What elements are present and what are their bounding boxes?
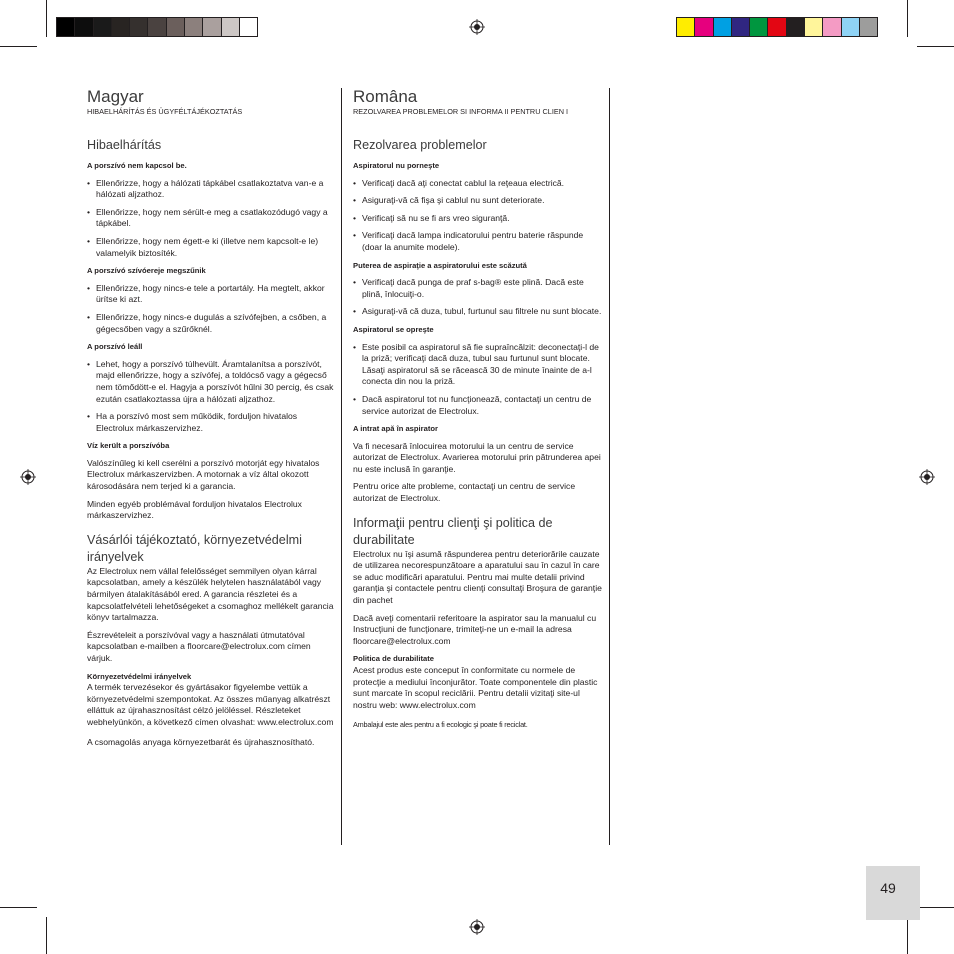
color-swatch <box>166 17 185 37</box>
bullet-icon: • <box>87 358 91 369</box>
paragraph: Az Electrolux nem vállal felelősséget semmilyen olyan kárral kapcsolatban, amely a készülék helytelen használatából vagy bármilyen átalakításából ered. A garancia részletei és a kapcsolatfelvételi lehetőségeket a csomaghoz mellékelt garancia könyv tartalmazza. <box>87 565 334 623</box>
bullet-icon: • <box>87 282 91 293</box>
color-swatch <box>822 17 841 37</box>
paragraph: A termék tervezésekor és gyártásakor figyelembe vettük a környezetvédelmi szempontokat. Az összes műanyag alkatrészt elláttuk az újrahasznosítást célzó jelöléssel. Részleteket webhelyünkön, a következő címen olvashat: www.electrolux.com <box>87 682 334 727</box>
list-item-text: Ha a porszívó most sem működik, forduljon hivatalos Electrolux márkaszervizhez. <box>96 411 298 433</box>
list-item-text: Asiguraţi-vă că duza, tubul, furtunul sau filtrele nu sunt blocate. <box>362 306 602 317</box>
section-heading: Hibaelhárítás <box>87 138 162 152</box>
list-item-text: Ellenőrizze, hogy a hálózati tápkábel csatlakoztatva van-e a hálózati aljzathoz. <box>96 177 324 200</box>
paragraph: Electrolux nu îşi asumă răspunderea pentru deteriorările cauzate de utilizarea necorespunzătoare a aparatului sau în cazul în care se aduc modificări aparatului. Pentru mai multe detalii privind garanţia şi contactele pentru clienţi consultaţi Broşura de garanţie din pachet <box>353 548 602 606</box>
paragraph: A csomagolás anyaga környezetbarát és újrahasznosítható. <box>87 736 315 747</box>
color-swatch <box>239 17 258 37</box>
bullet-icon: • <box>353 306 357 317</box>
language-title: Româna <box>353 87 418 106</box>
language-title: Magyar <box>87 87 144 106</box>
list-item-text: Verificaţi să nu se fi ars vreo siguranţă. <box>362 212 510 223</box>
list-item <box>353 195 603 207</box>
list-item-text: Este posibil ca aspiratorul să fie supraîncălzit: deconectaţi-l de la priză; verificaţi dacă duza, tubul sau furtunul sunt blocate. Lăsaţi aspiratorul să se răcească 30 de minute înainte de a-l conecta din nou la priză. <box>362 341 599 387</box>
color-swatch <box>202 17 221 37</box>
problem-title: Víz került a porszívóba <box>87 441 170 451</box>
color-swatch <box>221 17 240 37</box>
subsection-title: Politica de durabilitate <box>353 654 435 664</box>
list-item <box>353 342 603 388</box>
color-swatch <box>74 17 93 37</box>
list-item <box>87 411 337 434</box>
registration-mark-icon <box>469 19 485 35</box>
bullet-icon: • <box>353 195 357 206</box>
color-swatch <box>184 17 203 37</box>
bullet-icon: • <box>87 206 91 217</box>
section-heading: Rezolvarea problemelor <box>353 138 487 152</box>
problem-title: A porszívó nem kapcsol be. <box>87 161 187 170</box>
list-item-text: Ellenőrizze, hogy nem sérült-e meg a csatlakozódugó vagy a tápkábel. <box>96 206 328 229</box>
process-color-calibration-bar <box>676 17 877 37</box>
subsection-title: Környezetvédelmi irányelvek <box>87 671 192 681</box>
color-swatch <box>111 17 130 37</box>
language-subtitle: HIBAELHÁRÍTÁS ÉS ÜGYFÉLTÁJÉKOZTATÁS <box>87 107 243 116</box>
color-swatch <box>713 17 732 37</box>
list-item-text: Ellenőrizze, hogy nincs-e tele a portartály. Ha megtelt, akkor ürítse ki azt. <box>96 282 325 305</box>
color-swatch <box>676 17 695 37</box>
color-swatch <box>804 17 823 37</box>
column-divider <box>609 88 610 845</box>
paragraph: Acest produs este conceput în conformitate cu normele de protecţie a mediului înconjurător. Toate componentele din plastic sunt marcate în scopul reciclării. Pentru detalii vizitaţi site-ul nostru web: www.electrolux.com <box>353 665 598 710</box>
list-item-text: Asiguraţi-vă că fişa şi cablul nu sunt deteriorate. <box>362 195 545 206</box>
paragraph: Észrevételeit a porszívóval vagy a használati útmutatóval kapcsolatban e-mailben a floorcare@electrolux.com címen várjuk. <box>87 629 311 663</box>
problem-list <box>353 160 603 505</box>
registration-mark-icon <box>919 469 935 485</box>
bullet-icon: • <box>87 411 91 422</box>
color-swatch <box>56 17 75 37</box>
section-heading: Vásárlói tájékoztató, környezetvédelmi irányelvek <box>87 532 302 564</box>
color-swatch <box>767 17 786 37</box>
bullet-icon: • <box>87 235 91 246</box>
paragraph: Ambalajul este ales pentru a fi ecologic şi poate fi reciclat. <box>353 720 528 730</box>
problem-title: A intrat apă în aspirator <box>353 424 438 434</box>
list-item <box>353 213 603 225</box>
bullet-icon: • <box>353 277 357 288</box>
list-item-text: Lehet, hogy a porszívó túlhevült. Áramtalanítsa a porszívót, majd ellenőrizze, hogy a szívófej, a toldócső vagy a gégecső nem tömődött-e el. Hagyja a porszívót hűlni 30 percig, és csak ezután csatlakoztassa újra a hálózati aljzathoz. <box>96 358 334 404</box>
color-swatch <box>786 17 805 37</box>
list-item-text: Dacă aspiratorul tot nu funcţionează, contactaţi un centru de service autorizat de Electrolux. <box>362 393 592 416</box>
list-item <box>87 312 337 335</box>
page-number: 49 <box>880 880 896 896</box>
problem-title: Aspiratorul se opreşte <box>353 324 434 334</box>
bullet-icon: • <box>353 230 357 241</box>
list-item <box>87 359 337 405</box>
grayscale-calibration-bar <box>56 17 257 37</box>
color-swatch <box>93 17 112 37</box>
language-subtitle: REZOLVAREA PROBLEMELOR SI INFORMA II PENTRU CLIEN I <box>353 107 569 116</box>
section-heading: Informaţii pentru clienţi şi politica de durabilitate <box>353 515 553 547</box>
list-item <box>87 207 337 230</box>
registration-mark-icon <box>20 469 36 485</box>
bullet-icon: • <box>353 212 357 223</box>
hungarian-column <box>87 88 337 754</box>
problem-title: Aspiratorul nu porneşte <box>353 161 440 170</box>
list-item-text: Verificaţi dacă aţi conectat cablul la reţeaua electrică. <box>362 177 565 188</box>
paragraph: Dacă aveţi comentarii referitoare la aspirator sau la manualul cu Instrucţiuni de funcţionare, trimiteţi-ne un e-mail la adresa floorcare@electrolux.com <box>353 612 597 646</box>
bullet-icon: • <box>353 341 357 352</box>
list-item <box>87 236 337 259</box>
color-swatch <box>129 17 148 37</box>
bullet-icon: • <box>353 177 357 188</box>
list-item <box>353 230 603 253</box>
color-swatch <box>841 17 860 37</box>
column-divider <box>341 88 342 845</box>
color-swatch <box>859 17 878 37</box>
list-item <box>353 277 603 300</box>
paragraph: Va fi necesară înlocuirea motorului la un centru de service autorizat de Electrolux. Avarierea motorului prin pătrunderea apei nu este inclusă în garanţie. <box>353 440 601 474</box>
paragraph: Pentru orice alte probleme, contactaţi un centru de service autorizat de Electrolux. <box>353 481 576 504</box>
problem-title: A porszívó szívóereje megszűnik <box>87 266 206 276</box>
registration-mark-icon <box>469 919 485 935</box>
paragraph: Valószínűleg ki kell cserélni a porszívó motorját egy hivatalos Electrolux márkaszervizben. A motornak a víz által okozott károsodására nem terjed ki a garancia. <box>87 457 320 492</box>
list-item <box>353 178 603 190</box>
romanian-column <box>353 88 603 737</box>
list-item <box>87 178 337 201</box>
bullet-icon: • <box>353 393 357 404</box>
list-item-text: Ellenőrizze, hogy nem égett-e ki (illetve nem kapcsolt-e le) valamelyik biztosíték. <box>96 235 319 258</box>
problem-list <box>87 160 337 522</box>
list-item <box>353 394 603 417</box>
paragraph: Minden egyéb problémával forduljon hivatalos Electrolux márkaszervizhez. <box>87 498 302 521</box>
bullet-icon: • <box>87 311 91 322</box>
color-swatch <box>694 17 713 37</box>
list-item-text: Ellenőrizze, hogy nincs-e dugulás a szívófejben, a csőben, a gégecsőben vagy a szűrőknél. <box>96 311 327 334</box>
problem-title: A porszívó leáll <box>87 342 143 352</box>
bullet-icon: • <box>87 177 91 188</box>
color-swatch <box>731 17 750 37</box>
problem-title: Puterea de aspiraţie a aspiratorului este scăzută <box>353 260 527 270</box>
color-swatch <box>749 17 768 37</box>
list-item <box>87 283 337 306</box>
list-item-text: Verificaţi dacă punga de praf s-bag® este plină. Dacă este plină, înlocuiţi-o. <box>362 277 584 299</box>
color-swatch <box>147 17 166 37</box>
list-item <box>353 306 603 318</box>
list-item-text: Verificaţi dacă lampa indicatorului pentru baterie răspunde (doar la anumite modele). <box>362 230 584 252</box>
